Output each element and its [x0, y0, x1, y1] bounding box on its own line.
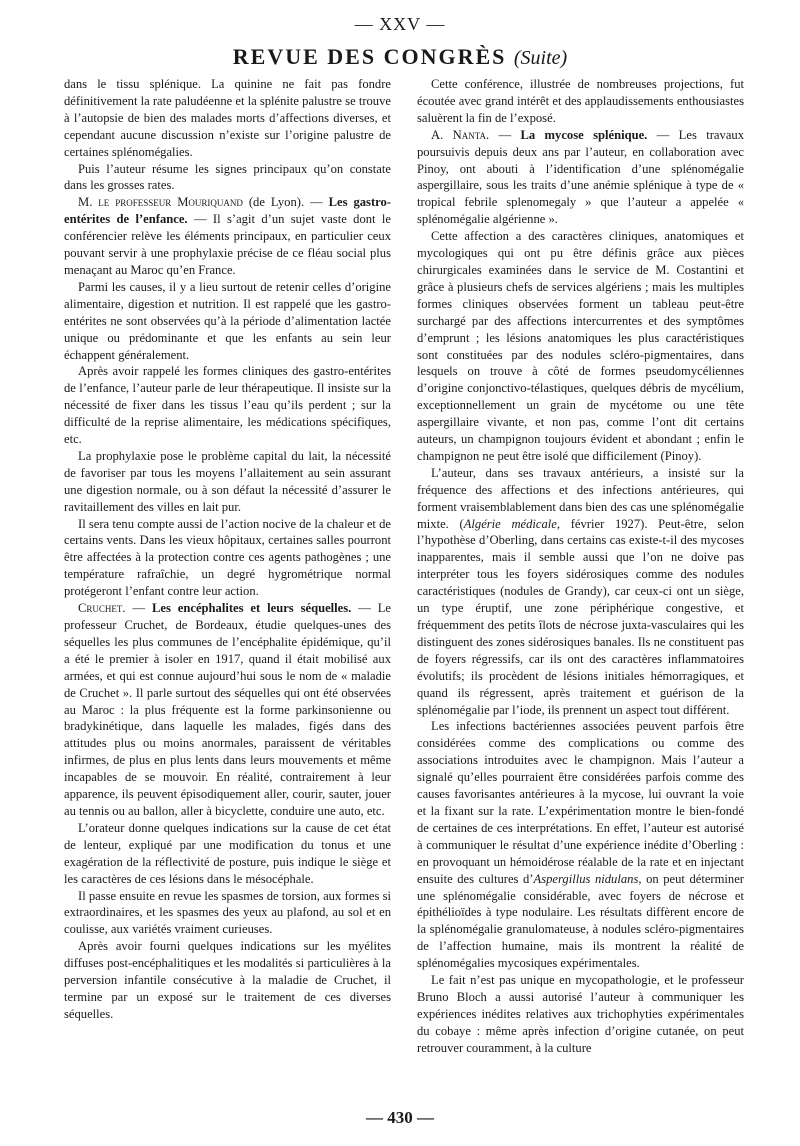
text-run: Les infections bactériennes associées peuvent parfois être considérées comme des complications ou comme des associations introduites avec le champignon. Mais l’auteur a signalé qu’elles pourraient être considérées parfois comme des causes favorisantes antérieures à la mycose, lui ouvrant la voie et la fixant sur la rate. L’expérimentation montre le bien-fondé de certaines de ces interprétations. En effet, l’auteur est autorisé à communiquer le résultat d’une expérience inédite d’Oberling : en provoquant un hémoidérose réalable de la rate et en injectant ensuite des cultures d’ — [417, 719, 744, 886]
author-name: A. Nanta. — — [431, 127, 512, 142]
page-title — [0, 44, 800, 70]
text-run: février 1927). Peut-être, selon l’hypothèse d’Oberling, dans certains cas existe-t-il des mycoses inapparentes, mais il semble aussi que l’on ne doive pas interpréter tous les foyers sidérosiques comme des nodules caractéristiques (nodules de Grandy), car ceux-ci ont un siège, un type éruptif, une zone périphérique congestive, et fréquemment des petits îlots de nécrose juxta-vasculaires qui les distinguent des zones sidérosiques banales. Ils ne constituent pas de foyers régressifs, car ils ont des caractères inflammatoires évolutifs; ils procèdent de lésions initiales hémorragiques, et quand ils régressent, après traitement et guérison de la splénomégalie par l’iode, ils prennent un aspect tout différent. — [417, 516, 744, 717]
species-name: Aspergillus nidulans — [533, 871, 639, 886]
paragraph: Cette affection a des caractères cliniques, anatomiques et mycologiques qui ont pu être définis grâce aux pièces chirurgicales examinées dans le service de M. Costantini et grâce à plusieurs chefs de services algériens ; mais les multiples formes cliniques observées forment un tableau peut-être surchargé par des affections intercurrentes et des symptômes d’emprunt ; les lésions anatomiques les plus caractéristiques sont constituées par des nodules scléro-pigmentaires, dans lesquels on trouve à côté de formes pseudomycéliennes d’origine conjonctivo-télastiques, quelques débris de mycélium, exceptionnellement un grain de mycétome ou une tête aspergillaire vivante, et non pas, comme l’ont dit certains auteurs, un champignon toujours évident et abondant ; enfin le champignon ne peut être isolé que difficilement (Pinoy). — [417, 229, 744, 463]
page-number: — 430 — — [366, 1108, 434, 1127]
title-suffix: (Suite) — [513, 47, 568, 69]
text-run: , on peut déterminer une splénomégalie considérable, avec foyers de nécrose et épithélioïdes à type nodulaire. Les résultats diffèrent encore de la splénomégalie granulomateuse, à nodules scléro-pigmentaires de l’affection humaine, mais ils montrent la réalité de splénomégalies mycosiques expérimentales. — [417, 871, 745, 971]
section-mouriquand — [64, 194, 391, 279]
paragraph: dans le tissu splénique. La quinine ne fait pas fondre définitivement la rate paludéenne et la splénite palustre se trouve à l’autopsie de bien des malades morts d’affections diverses, et cependant aucune discussion n’existe sur l’origine palustre de certaines splénomégalies. — [64, 77, 391, 159]
paragraph: Après avoir rappelé les formes cliniques des gastro-entérites de l’enfance, l’auteur parle de leur thérapeutique. Il insiste sur la nécessité de fixer dans les tissus l’eau qu’ils perdent ; sur la difficulté de la reprise alimentaire, les médications spécifiques, etc. — [64, 364, 391, 447]
section-cruchet: Cruchet. — Les encéphalites et leurs séquelles. — Le professeur Cruchet, de Bordeaux, étudie quelques-unes des séquelles les plus communes de l’encéphalite épidémique, qu’il a été le premier à isoler en 1917, quand il était mobilisé aux armées, et qui est connue aujourd’hui sous le nom de « maladie de Cruchet ». Il parle surtout des séquelles qui ont été observées au Maroc : la plus fréquente est la forme parkinsonienne ou bradykinétique, dans laquelle les malades, figés dans des attitudes plus ou moins anormales, paraissent de véritables infirmes, de plus en plus lents dans leurs mouvements et même incapables de se mouvoir. En réalité, contrairement à leur apparence, ils peuvent épisodiquement aller, courir, sauter, jouer au tennis ou au ballon, aller à bicyclette, conduire une auto, etc. — [64, 601, 392, 818]
section-text: — Les travaux poursuivis depuis deux ans par l’auteur, en collaboration avec Pinoy, ont abouti à l’identification d’une splénomégalie aspergillaire, sous les traits d’une anémie splénique à type de « tropical febrile splenomegaly » que l’auteur a appelée « splénomégalie algérienne ». — [417, 127, 745, 227]
paragraph: Il sera tenu compte aussi de l’action nocive de la chaleur et de certains vents. Dans les vieux hôpitaux, certaines salles pourront être affectées à la protection contre ces agents pathogènes ; une température rafraîchie, un degré hygrométrique normal protégeront l’enfant contre leur action. — [64, 516, 391, 599]
paragraph: Parmi les causes, il y a lieu surtout de retenir celles d’origine alimentaire, digestion et nutrition. Il est rappelé que les gastro-entérites ne sont observées qu’à la période d’alimentation lactée unique ou prédominante et que les enfants au sein leur échappent généralement. — [64, 279, 391, 362]
text-run: L’auteur, dans ses travaux antérieurs, a insisté sur la fréquence des affections et des infections antérieures, qui forment vraisemblablement dans bien des cas une splénomégalie mixte. ( — [417, 465, 744, 531]
author-name: Cruchet. — [78, 601, 126, 616]
section-title: La mycose splénique. — [520, 127, 648, 142]
right-column — [417, 76, 744, 1057]
left-column — [64, 76, 391, 1023]
title-main: REVUE DES CONGRÈS — [232, 44, 507, 69]
section-title: Les gastro-entérites de l’enfance. — [64, 195, 391, 227]
paragraph: Cette conférence, illustrée de nombreuses projections, fut écoutée avec grand intérêt et des applaudissements enthousiastes saluèrent la fin de l’exposé. — [417, 77, 744, 125]
paragraph — [417, 718, 744, 972]
paragraph: Le fait n’est pas unique en mycopathologie, et le professeur Bruno Bloch a aussi autorisé l’auteur à communiquer les expériences inédites relatives aux trichophyties expérimentales du cobaye : même après infection d’origine cutanée, on peut retrouver couramment, à la culture — [417, 973, 744, 1055]
paragraph: Puis l’auteur résume les signes principaux qu’on constate dans les grosses rates. — [64, 161, 391, 193]
paragraph: La prophylaxie pose le problème capital du lait, la nécessité de favoriser par tous les moyens l’allaitement au sein assurant une digestion normale, ou à son défaut la nécessité d’assurer le ravitaillement des villes en lait pur. — [64, 448, 391, 514]
paragraph: Après avoir fourni quelques indications sur les myélites diffuses post-encéphalitiques et les modalités si particulières à la perversion infantile consécutive à la maladie de Cruchet, il termine par un exposé sur le traitement de ces diverses séquelles. — [64, 939, 391, 1021]
section-text: — Il s’agit d’un sujet vaste dont le conférencier relève les éléments principaux, en particulier ceux pouvant servir à une prophylaxie précise de ce fléau social plus menaçant au Maroc qu’en France. — [64, 212, 392, 277]
section-text: — Le professeur Cruchet, de Bordeaux, étudie quelques-unes des séquelles les plus communes de l’encéphalite épidémique, qu’il a été le premier à isoler en 1917, quand il était mobilisé aux armées, et qui est connue aujourd’hui sous le nom de « maladie de Cruchet ». Il parle surtout des séquelles qui ont été observées au Maroc : la plus fréquente est la forme parkinsonienne ou bradykinétique, dans laquelle les malades, figés dans des attitudes plus ou moins anormales, paraissent de véritables infirmes, de plus en plus lents dans leurs mouvements et même incapables de se mouvoir. En réalité, contrairement à leur apparence, ils peuvent épisodiquement aller, courir, sauter, jouer au tennis ou au ballon, aller à bicyclette, conduire une auto, etc. — [64, 601, 392, 818]
section-title: Les encéphalites et leurs séquelles. — [151, 601, 352, 616]
author-name: M. le professeur Mouriquand — [78, 195, 243, 210]
paragraph: Il passe ensuite en revue les spasmes de torsion, aux formes si extraordinaires, et les spasmes des yeux au plafond, au sol et en coulisse, aux variétés vraiment curieuses. — [64, 888, 391, 937]
author-place: (de Lyon). — — [248, 195, 323, 210]
section-nanta — [417, 127, 744, 228]
roman-page-number: — XXV — — [354, 14, 446, 34]
paragraph: L’orateur donne quelques indications sur la cause de cet état de lenteur, expliqué par une modification du tonus et une exagération de la réflectivité de posture, puis indique le siège et les caractères de ces lésions dans le mésocéphale. — [64, 820, 391, 886]
citation: Algérie médicale, — [463, 516, 561, 531]
paragraph — [417, 465, 744, 719]
